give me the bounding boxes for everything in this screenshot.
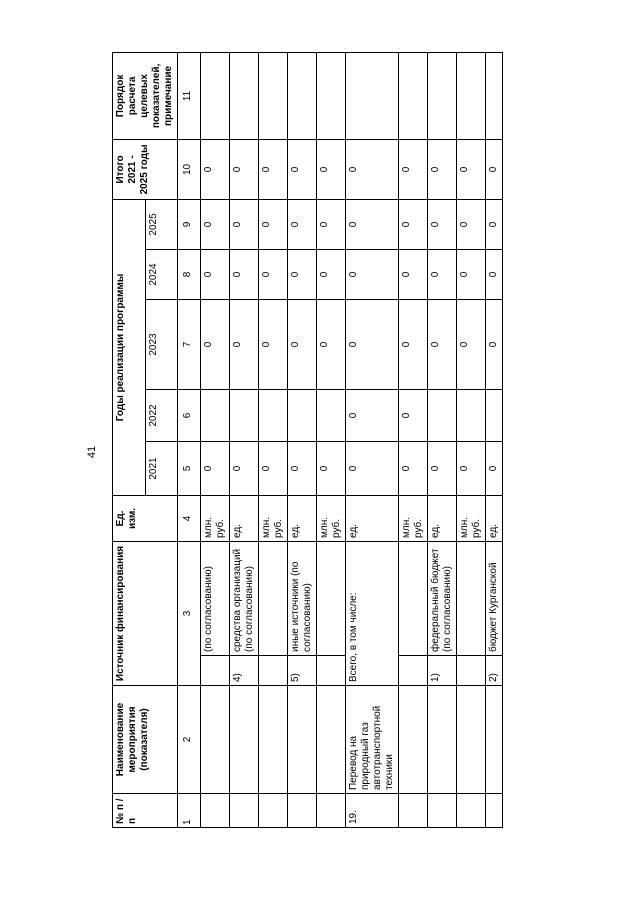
row-value-y2023: 0	[399, 300, 428, 390]
row-value-y2021: 0	[317, 442, 346, 496]
row-value-y2022	[486, 390, 503, 442]
row-source-number: 4)	[230, 656, 259, 686]
row-value-y2025: 0	[201, 199, 230, 249]
table-row	[259, 52, 288, 827]
row-name	[486, 686, 503, 794]
row-value-y2025: 0	[346, 199, 399, 249]
row-note	[428, 52, 457, 139]
row-source-number: 1)	[428, 656, 457, 686]
row-value-total: 0	[317, 139, 346, 199]
row-value-y2025: 0	[457, 199, 486, 249]
row-note	[486, 52, 503, 139]
row-value-y2021: 0	[346, 442, 399, 496]
row-value-y2022: 0	[346, 390, 399, 442]
row-name	[288, 686, 317, 794]
row-source	[317, 542, 346, 656]
row-name	[457, 686, 486, 794]
row-value-y2023: 0	[259, 300, 288, 390]
row-value-total: 0	[230, 139, 259, 199]
row-value-y2022	[201, 390, 230, 442]
row-source-number	[457, 656, 486, 686]
row-source-number	[399, 656, 428, 686]
row-number	[428, 794, 457, 828]
colnum-10: 10	[178, 139, 201, 199]
row-number	[317, 794, 346, 828]
row-value-y2024: 0	[428, 250, 457, 300]
row-name	[259, 686, 288, 794]
row-source-number: 5)	[288, 656, 317, 686]
row-value-y2022	[288, 390, 317, 442]
table-row	[428, 52, 457, 827]
row-value-y2022: 0	[399, 390, 428, 442]
column-numbers-row	[178, 52, 201, 827]
row-value-y2025: 0	[428, 199, 457, 249]
row-value-y2024: 0	[230, 250, 259, 300]
row-note	[259, 52, 288, 139]
row-value-y2022	[317, 390, 346, 442]
row-value-y2022	[259, 390, 288, 442]
row-number	[457, 794, 486, 828]
table-row	[346, 52, 399, 827]
row-value-total: 0	[457, 139, 486, 199]
row-name	[201, 686, 230, 794]
row-source: Всего, в том числе:	[346, 542, 399, 686]
row-value-total: 0	[486, 139, 503, 199]
header-year-2025: 2025	[145, 199, 178, 249]
row-value-y2024: 0	[346, 250, 399, 300]
row-source	[259, 542, 288, 656]
row-value-total: 0	[201, 139, 230, 199]
row-name: Перевод на природный газ автотранспортной техники	[346, 686, 399, 794]
row-value-total: 0	[288, 139, 317, 199]
table-row	[457, 52, 486, 827]
row-value-y2023: 0	[201, 300, 230, 390]
row-value-y2021: 0	[288, 442, 317, 496]
row-unit: ед.	[230, 496, 259, 542]
row-source-number: 2)	[486, 656, 503, 686]
row-name	[428, 686, 457, 794]
row-unit: млн. руб.	[399, 496, 428, 542]
row-source	[457, 542, 486, 656]
row-note	[457, 52, 486, 139]
header-unit: Ед. изм.	[113, 496, 178, 542]
header-no: № п / п	[113, 794, 178, 828]
row-number	[399, 794, 428, 828]
table-row	[230, 52, 259, 827]
row-value-y2024: 0	[259, 250, 288, 300]
row-value-total: 0	[259, 139, 288, 199]
header-years-group: Годы реализации программы	[113, 199, 146, 495]
row-value-y2024: 0	[201, 250, 230, 300]
row-value-y2021: 0	[201, 442, 230, 496]
row-value-y2021: 0	[399, 442, 428, 496]
row-value-total: 0	[428, 139, 457, 199]
row-value-y2021: 0	[259, 442, 288, 496]
row-value-y2024: 0	[288, 250, 317, 300]
row-unit: млн. руб.	[317, 496, 346, 542]
row-value-y2023: 0	[457, 300, 486, 390]
colnum-1: 1	[178, 794, 201, 828]
row-number	[230, 794, 259, 828]
row-source	[399, 542, 428, 656]
rotated-table-wrapper	[112, 53, 608, 828]
row-number	[486, 794, 503, 828]
colnum-11: 11	[178, 52, 201, 139]
row-value-y2022	[230, 390, 259, 442]
colnum-4: 4	[178, 496, 201, 542]
row-value-y2025: 0	[288, 199, 317, 249]
row-value-y2021: 0	[428, 442, 457, 496]
row-value-y2025: 0	[259, 199, 288, 249]
row-value-y2023: 0	[428, 300, 457, 390]
header-order: Порядок расчета целевых показателей, примечание	[113, 52, 178, 139]
row-unit: ед.	[428, 496, 457, 542]
row-source: федеральный бюджет (по согласованию)	[428, 542, 457, 656]
row-number	[259, 794, 288, 828]
row-name	[399, 686, 428, 794]
program-table	[112, 52, 503, 828]
row-note	[288, 52, 317, 139]
row-number: 19.	[346, 794, 399, 828]
header-year-2024: 2024	[145, 250, 178, 300]
table-body	[201, 52, 503, 827]
row-note	[346, 52, 399, 139]
table-row	[201, 52, 230, 827]
colnum-2: 2	[178, 686, 201, 794]
row-value-y2022	[457, 390, 486, 442]
page-number: 41	[86, 445, 98, 459]
row-value-total: 0	[346, 139, 399, 199]
header-row	[113, 52, 146, 827]
row-value-y2023: 0	[317, 300, 346, 390]
header-year-2023: 2023	[145, 300, 178, 390]
row-value-y2025: 0	[486, 199, 503, 249]
row-value-y2023: 0	[346, 300, 399, 390]
row-note	[201, 52, 230, 139]
colnum-5: 5	[178, 442, 201, 496]
header-year-2021: 2021	[145, 442, 178, 496]
row-source: (по согласованию)	[201, 542, 230, 656]
row-value-y2024: 0	[317, 250, 346, 300]
header-year-2022: 2022	[145, 390, 178, 442]
row-source-number	[201, 656, 230, 686]
row-value-y2024: 0	[486, 250, 503, 300]
row-value-y2023: 0	[486, 300, 503, 390]
row-name	[317, 686, 346, 794]
row-name	[230, 686, 259, 794]
header-source: Источник финансирования	[113, 542, 178, 686]
table-row	[486, 52, 503, 827]
row-value-y2021: 0	[457, 442, 486, 496]
row-number	[288, 794, 317, 828]
row-value-y2021: 0	[486, 442, 503, 496]
header-name: Наименование мероприятия (показателя)	[113, 686, 178, 794]
colnum-9: 9	[178, 199, 201, 249]
row-value-y2025: 0	[399, 199, 428, 249]
row-source: средства организаций (по согласованию)	[230, 542, 259, 656]
row-source-number	[259, 656, 288, 686]
row-value-y2024: 0	[457, 250, 486, 300]
row-value-y2023: 0	[230, 300, 259, 390]
row-unit: ед.	[288, 496, 317, 542]
row-source: иные источники (по согласованию)	[288, 542, 317, 656]
row-source-number	[317, 656, 346, 686]
table-row	[399, 52, 428, 827]
colnum-6: 6	[178, 390, 201, 442]
row-value-y2025: 0	[317, 199, 346, 249]
row-value-y2022	[428, 390, 457, 442]
colnum-8: 8	[178, 250, 201, 300]
row-note	[399, 52, 428, 139]
row-note	[317, 52, 346, 139]
table-row	[317, 52, 346, 827]
row-value-total: 0	[399, 139, 428, 199]
row-value-y2021: 0	[230, 442, 259, 496]
row-unit: млн. руб.	[201, 496, 230, 542]
row-unit: млн. руб.	[259, 496, 288, 542]
row-unit: ед.	[486, 496, 503, 542]
row-unit: млн. руб.	[457, 496, 486, 542]
table-row	[288, 52, 317, 827]
header-total: Итого 2021 - 2025 годы	[113, 139, 178, 199]
row-unit: ед.	[346, 496, 399, 542]
row-number	[201, 794, 230, 828]
row-value-y2023: 0	[288, 300, 317, 390]
row-note	[230, 52, 259, 139]
row-value-y2025: 0	[230, 199, 259, 249]
row-source: бюджет Курганской	[486, 542, 503, 656]
colnum-7: 7	[178, 300, 201, 390]
row-value-y2024: 0	[399, 250, 428, 300]
colnum-3: 3	[178, 542, 201, 686]
